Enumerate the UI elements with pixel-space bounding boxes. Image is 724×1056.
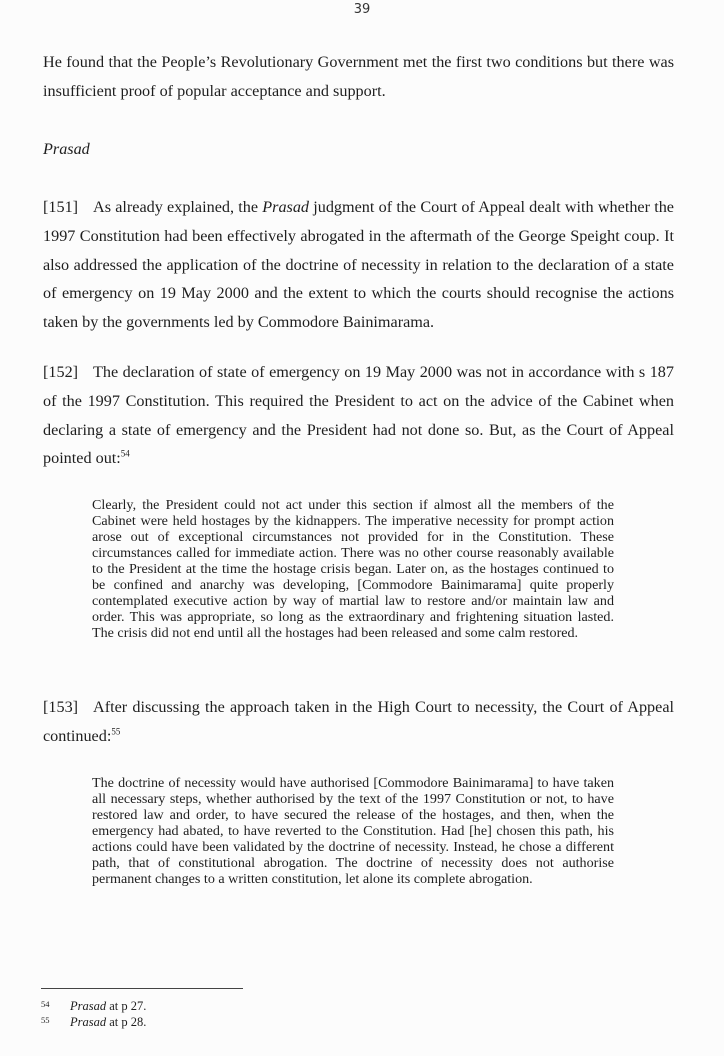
footnote-reference[interactable]: 54 [120,449,130,459]
footnote-number: 55 [41,1015,50,1025]
footnote-54 [41,997,146,1014]
block-quote-2: The doctrine of necessity would have authorised [Commodore Bainimarama] to have taken all necessary steps, whether authorised by the text of the 1997 Constitution or not, to have restored law and order, to have secured the release of the hostages, and then, when the emergency had abated, to have reverted to the Constitution. Had [he] chosen this path, his actions could have been validated by the doctrine of necessity. Instead, he chose a different path, that of constitutional abrogation. The doctrine of necessity does not authorise permanent changes to a written constitution, let alone its complete abrogation. [92,775,614,887]
paragraph-text: After discussing the approach taken in the High Court to necessity, the Court of Appeal continued: [43,698,674,745]
paragraph-number: [152] [43,363,79,381]
paragraph-text: The declaration of state of emergency on 19 May 2000 was not in accordance with s 187 of the 1997 Constitution. This required the President to act on the advice of the Cabinet when declaring a state of emergency and the President had not done so. But, as the Court of Appeal pointed out: [43,363,674,468]
paragraph-text: As already explained, the [93,198,263,216]
footnote-separator [41,988,243,989]
footnote-text: at p 28. [106,1015,147,1029]
case-name: Prasad [262,198,310,216]
footnote-case-name: Prasad [70,999,107,1013]
section-heading: Prasad [43,140,90,158]
footnote-reference[interactable]: 55 [111,726,121,737]
page-number: 39 [353,2,371,17]
block-quote-1: Clearly, the President could not act under this section if almost all the members of the Cabinet were held hostages by the kidnappers. The imperative necessity for prompt action arose out of exceptional circumstances not provided for in the Constitution. These circumstances called for immediate action. There was no other course reasonably available to the President at the time the hostage crisis began. Later on, as the hostages continued to be confined and anarchy was developing, [Commodore Bainimarama] quite properly contemplated executive action by way of martial law to restore and/or maintain law and order. This was appropriate, so long as the extraordinary and frightening situation lasted. The crisis did not end until all the hostages had been released and some calm restored. [92,497,614,641]
paragraph-153 [43,693,674,751]
footnote-text: at p 27. [106,999,147,1013]
footnote-55 [41,1013,146,1030]
footnote-number: 54 [41,999,50,1009]
intro-paragraph: He found that the People’s Revolutionary Government met the first two conditions but there was insufficient proof of popular acceptance and support. [43,53,674,100]
paragraph-number: [151] [43,198,79,216]
paragraph-number: [153] [43,698,79,716]
paragraph-text: judgment of the Court of Appeal dealt with whether the 1997 Constitution had been effectively abrogated in the aftermath of the George Speight coup. It also addressed the application of the doctrine of necessity in relation to the declaration of a state of emergency on 19 May 2000 and the extent to which the courts should recognise the actions taken by the governments led by Commodore Bainimarama. [43,198,674,332]
paragraph-151 [43,193,674,337]
paragraph-152 [43,358,674,473]
footnote-case-name: Prasad [70,1015,107,1029]
